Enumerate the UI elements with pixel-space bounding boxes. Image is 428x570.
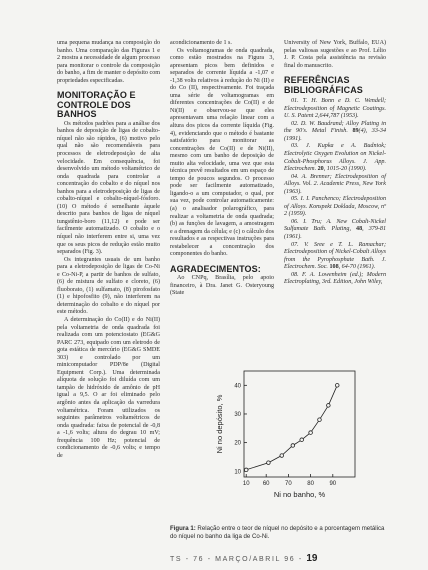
data-point — [318, 418, 322, 422]
footer-text: TS - 76 - MARÇO/ABRIL 96 - — [170, 556, 303, 563]
paragraph: uma pequena mudança na composição do banho. Uma comparação das Figuras 1 e 2 mostra a necessidade de algum processo para monitorar o controle da composição do banho, a fim de manter o depósito com propriedades especificadas. — [57, 40, 160, 84]
y-axis-label: Ni no depósito, % — [215, 394, 224, 454]
reference-item: 05. I. I. Panchenco; Electrodeposition of Alloys. Konspekt Doklada, Moscow, nº 2 (1959). — [284, 196, 386, 218]
data-point — [244, 468, 248, 472]
paragraph: Os integrantes usuais de um banho para a eletrodeposição de ligas de Co-Ni e Co-Ni-P, a partir de banhos de sulfato, (6) de mistura de sulfato e cloreto, (6) fluoborato, (1) sulfamato, (8) pirofosfato (1) e hipofosfito (9), não interferem na determinação do cobalto e do níquel por este método. — [57, 256, 160, 316]
section-heading: MONITORAÇÃO E CONTROLE DOS BANHOS — [57, 90, 136, 120]
y-tick-label: 30 — [234, 411, 241, 418]
reference-item: 04. A. Brenner; Electrodeposition of Alloys. Vol. 2. Academic Press, New York (1963). — [284, 173, 386, 195]
reference-item: 02. D. W. Baudrand; Alloy Plating in the 90's. Metal Finish. 89(4), 33-34 (1991). — [284, 120, 386, 142]
caption-text: Relação entre o teor de níquel no depósito e a porcentagem metálica do níquel no banho da liga de Co-Ni. — [170, 525, 385, 540]
reference-item: 03. J. Kupka e A. Budniok; Electrolytic Oxygen Evolution on Nickel-Cobalt-Phosphorus Alloys. J. App. Electrochem. 20, 1015-20 (1990). — [284, 143, 386, 173]
caption-label: Figura 1: — [170, 525, 196, 532]
reference-list — [284, 98, 386, 287]
x-tick-label: 80 — [307, 481, 314, 487]
page-number: 19 — [306, 553, 318, 564]
paragraph: University of New York, Buffalo, EUA) pelas valiosas sugestões e ao Prof. Lélio J. P. Costa pela assistência na revisão final do manuscrito. — [284, 40, 386, 69]
text-column-2 — [170, 40, 274, 298]
x-axis-label: Ni no banho, % — [273, 490, 326, 499]
series-line — [246, 385, 337, 470]
nickel-content-chart — [210, 365, 365, 510]
x-tick-label: 70 — [285, 481, 292, 487]
y-tick-label: 40 — [234, 383, 241, 390]
x-tick-label: 10 — [242, 481, 250, 487]
y-tick-label: 10 — [234, 469, 241, 476]
paragraph: Ao CNPq, Brasília, pelo apoio financeiro, à Dra. Janet G. Osteryoung (State — [170, 275, 274, 297]
x-tick-label: 60 — [262, 481, 270, 487]
series-points — [244, 384, 339, 472]
reference-item: 06. I. Tru; A. New Cobalt-Nickel Sulfamate Bath. Plating, 48, 379-81 (1961). — [284, 218, 386, 241]
chart-ticks — [234, 383, 336, 487]
data-point — [300, 438, 304, 442]
page-footer — [170, 553, 317, 564]
reference-item: 08. F. A. Lowenheim (ed.); Modern Electroplating, 3rd. Edition, John Wiley, — [284, 271, 386, 286]
data-point — [335, 384, 339, 388]
paragraph: Os voltamogramas de onda quadrada, como estão mostrados na Figura 3, apresentam picos bem definidos e separados de corrente líquida a -1,07 e -1,38 volts relativos à redução do Ni (II) e do Co (II), respectivamente. Foi traçada uma série de voltamogramas em diferentes concentrações de Co(II) e de Ni(II) e observou-se que eles apresentavam uma relação linear com a altura dos picos da corrente líquida (Fig. 4), evidenciando que o método é bastante satisfatório para monitorar as concentrações de Co(II) e de Ni(II), mesmo com um banho de deposição de muito alta velocidade, uma vez que esta técnica prevê resultados em um espaço de tempo de poucos segundos. O processo pode ser facilmente automatizado, ligando-o a um computador, o qual, por sua vez, pode controlar automaticamente: (a) o analisador polarográfico, para realizar a voltametria de onda quadrada; (b) as funções de lavagem, a amostragem e a drenagem da célula; e (c) o cálculo dos resultados e as respectivas instruções para restabelecer a concentração dos componentes do banho. — [170, 47, 274, 258]
x-tick-label: 90 — [329, 481, 337, 487]
data-point — [327, 404, 331, 408]
text-column-1 — [57, 40, 160, 460]
paragraph: Os métodos padrões para a análise dos banhos de deposição de ligas de cobalto-níquel não são rápidos, (6) motivo pelo qual não são recomendáveis para processos de eletrodeposição de alta velocidade. Em consequência, foi desenvolvido um método voltamétrico de onda quadrada para controlar a concentração do cobalto e do níquel nos banhos para a eletrodeposição de ligas de cobalto-níquel e cobalto-níquel-fósforo. (10) O método é semelhante àquele descrito para banhos de ligas de níquel tungstênio-boro (11,12) e pode ser facilmente automatizado. O cobalto e o níquel não interferem entre si, uma vez que os seus picos de redução estão muito separados (Fig. 3). — [57, 120, 160, 256]
paragraph: A determinação do Co(II) e do Ni(II) pela voltametria de onda quadrada foi realizada com um potenciostato (EG&G PARC 273, equipado com um eletrodo de gota estática de mercúrio (EG&G SMDE 303) e controlado por um minicomputador PDP/8e (Digital Equipment Corp.). Uma determinada alíquota de solução foi diluída com um tampão de hidróxido de amônio de pH igual a 9,5. O ar foi eliminado pelo argônio antes da aplicação da varredura voltamétrica. Foram utilizados os seguintes parâmetros voltamétricos de onda quadrada: faixa de potencial de -0,8 a -1,6 volts; altura do degrau 10 mV; frequência 100 Hz; potencial de condicionamento de -0,6 volts; e tempo de — [57, 317, 160, 459]
data-point — [291, 444, 295, 448]
data-point — [267, 461, 271, 465]
references-heading: REFERÊNCIAS BIBLIOGRÁFICAS — [284, 75, 363, 95]
data-point — [309, 431, 313, 435]
paragraph: acondicionamento de 1 s. — [170, 40, 232, 46]
figure-caption — [170, 525, 386, 540]
data-point — [280, 454, 284, 458]
section-heading: AGRADECIMENTOS: — [170, 263, 261, 274]
reference-item: 01. T. H. Bonn e D. C. Wendell; Electrodeposition of Magnetic Coatings. U. S. Patent 2,644,787 (1953). — [284, 98, 386, 120]
text-column-3 — [284, 40, 386, 287]
reference-item: 07. V. Sree e T. L. Ramachar; Electrodeposition of Nickel-Cobalt Alloys from the Pyrophosphate Bath. J. Electrochem. Soc. 108, 64-70 (1961). — [284, 241, 386, 271]
y-tick-label: 20 — [234, 440, 241, 447]
